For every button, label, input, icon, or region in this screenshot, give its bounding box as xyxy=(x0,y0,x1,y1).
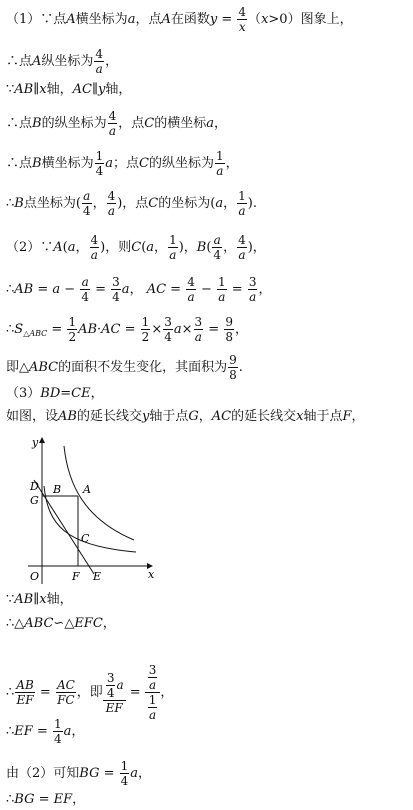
math-text: = xyxy=(90,282,111,297)
math-text: ( xyxy=(206,240,212,255)
math-text: a xyxy=(215,196,224,211)
math-text: 轴， xyxy=(105,82,132,97)
math-text: 1 xyxy=(120,759,129,773)
fraction xyxy=(228,354,238,381)
line-1 xyxy=(6,6,353,33)
math-text: AB xyxy=(14,82,34,97)
math-text: )， xyxy=(247,240,266,255)
math-text: = xyxy=(32,724,52,739)
math-text: 的延长线交 xyxy=(231,409,297,424)
line-2 xyxy=(6,48,118,75)
label-d: D xyxy=(30,480,39,493)
math-text: a xyxy=(194,330,202,344)
math-text: EF xyxy=(14,724,33,739)
math-text: ABC xyxy=(29,360,59,375)
text: >0）图象上， xyxy=(268,12,353,27)
math-text: 3 xyxy=(106,670,115,685)
fraction xyxy=(15,679,34,706)
math-text: a xyxy=(83,189,91,203)
var: A xyxy=(66,12,76,27)
math-text: 轴于点 xyxy=(149,409,189,424)
math-text: ， xyxy=(92,196,106,211)
label-a: A xyxy=(83,483,91,496)
math-text: a xyxy=(116,677,124,692)
math-text: 1 xyxy=(141,315,150,329)
math-text: a xyxy=(146,240,155,255)
math-text: C xyxy=(131,240,142,255)
math-text: − xyxy=(60,282,80,297)
math-text: a xyxy=(238,204,246,218)
math-text: a xyxy=(149,678,157,692)
label-x: x xyxy=(148,568,155,581)
fraction xyxy=(237,6,247,33)
math-text: x xyxy=(39,592,47,607)
math-text: ， xyxy=(129,282,147,297)
math-text: a xyxy=(173,322,182,337)
math-text: 3 xyxy=(194,315,203,329)
math-text: a xyxy=(81,275,89,289)
math-text: a xyxy=(187,290,195,304)
math-text: 横坐标为 xyxy=(41,156,94,171)
math-text: × xyxy=(181,322,193,337)
math-text: 4 xyxy=(107,189,116,203)
math-text: S xyxy=(14,322,24,337)
math-text: 1 xyxy=(218,275,226,289)
fraction xyxy=(82,190,92,217)
math-text: 1 xyxy=(95,149,104,163)
math-text: 点坐标为( xyxy=(23,196,81,211)
fraction xyxy=(108,110,118,137)
math-text: a xyxy=(249,290,257,304)
fraction xyxy=(120,760,130,787)
fraction xyxy=(53,718,63,745)
text: ，点 xyxy=(135,12,162,27)
math-text: 4 xyxy=(187,275,195,289)
math-text: a xyxy=(216,164,224,178)
math-text: 3 xyxy=(164,315,172,329)
math-text: BG xyxy=(79,766,100,781)
math-text: 8 xyxy=(229,368,237,382)
math-text: 1 xyxy=(68,315,77,329)
math-text: B xyxy=(196,240,207,255)
math-text: ∴点 xyxy=(6,156,33,171)
math-text: AC xyxy=(211,409,232,424)
line-16 xyxy=(6,718,84,745)
math-text: ∴ xyxy=(6,724,15,739)
nested-fraction xyxy=(103,672,126,714)
math-text: 4 xyxy=(108,109,117,123)
math-text: ， xyxy=(75,240,89,255)
math-text: 轴， xyxy=(46,82,73,97)
var: A xyxy=(161,12,171,27)
math-text: )， xyxy=(178,240,197,255)
math-text: ∴ xyxy=(6,322,15,337)
math-text: 9 xyxy=(229,353,237,367)
text: 在函数 xyxy=(170,12,210,27)
fraction xyxy=(168,234,178,261)
text: 纵坐标为 xyxy=(41,54,94,69)
math-text: a xyxy=(121,282,130,297)
math-text: （3） xyxy=(6,386,41,401)
math-text: F xyxy=(342,409,352,424)
math-text: EF xyxy=(53,792,73,807)
math-text: 的纵坐标为 xyxy=(41,116,107,131)
text: ∴点 xyxy=(6,54,33,69)
math-text: ). xyxy=(247,196,257,211)
nested-fraction xyxy=(145,664,161,721)
math-text: B xyxy=(14,196,24,211)
line-6 xyxy=(6,190,257,217)
math-text: ∴ xyxy=(6,282,15,297)
fraction xyxy=(237,190,247,217)
math-text: 8 xyxy=(225,330,233,344)
fraction xyxy=(194,316,204,343)
fraction xyxy=(94,48,104,75)
math-text: 1 xyxy=(238,189,246,203)
math-text: = xyxy=(120,322,140,337)
text: （ xyxy=(248,12,262,27)
math-text: 1 xyxy=(53,717,62,731)
math-text: ，点 xyxy=(118,116,145,131)
math-text: 9 xyxy=(225,315,233,329)
math-text: a xyxy=(218,290,226,304)
math-text: ，即 xyxy=(76,685,103,700)
math-text: 1 xyxy=(215,149,224,163)
fraction xyxy=(237,234,247,261)
coordinate-figure xyxy=(24,434,164,586)
math-text: a xyxy=(95,62,103,76)
math-text: ∴△ xyxy=(6,616,25,631)
math-text: a xyxy=(107,204,115,218)
math-text: 3 xyxy=(148,663,157,677)
math-text: x xyxy=(296,409,304,424)
math-text: B xyxy=(32,156,42,171)
fraction xyxy=(95,150,105,177)
math-text: = xyxy=(33,282,53,297)
math-text: AC xyxy=(56,678,75,692)
math-text: 4 xyxy=(120,774,129,788)
math-text: ∴点 xyxy=(6,116,33,131)
math-text: × xyxy=(151,322,163,337)
math-text: 4 xyxy=(238,5,247,19)
math-text: 3 xyxy=(112,275,120,289)
math-text: CE xyxy=(71,386,91,401)
math-text: x xyxy=(238,20,246,34)
math-text: 的横坐标 xyxy=(154,116,207,131)
math-text: AC xyxy=(72,82,92,97)
math-text: C xyxy=(139,156,149,171)
math-text: AB xyxy=(58,409,77,424)
math-text: a xyxy=(206,116,214,131)
math-text: EF xyxy=(105,700,123,715)
math-text: )，点 xyxy=(117,196,149,211)
label-f: F xyxy=(72,570,80,583)
math-text: a xyxy=(238,248,246,262)
math-text: = xyxy=(34,792,54,807)
math-text: a xyxy=(52,282,61,297)
fraction xyxy=(56,679,76,706)
line-14 xyxy=(6,616,116,632)
math-text: 4 xyxy=(95,47,104,61)
math-text: a xyxy=(213,233,221,247)
math-text: y xyxy=(97,82,106,97)
fraction xyxy=(107,190,117,217)
math-text: B xyxy=(32,116,42,131)
math-text: a xyxy=(90,248,98,262)
math-text: ∴ xyxy=(6,196,15,211)
math-text: a xyxy=(108,124,116,138)
curve-outer xyxy=(64,446,134,540)
math-text: 轴， xyxy=(46,592,73,607)
math-text: = xyxy=(227,282,247,297)
line-4 xyxy=(6,110,227,137)
text: = xyxy=(217,12,237,27)
label-g: G xyxy=(30,494,39,507)
label-e: E xyxy=(93,570,102,583)
math-text: = xyxy=(204,322,224,337)
var: A xyxy=(32,54,42,69)
math-text: G xyxy=(188,409,199,424)
math-text: ∵ xyxy=(6,592,15,607)
math-text: ， xyxy=(213,116,227,131)
fraction xyxy=(215,150,225,177)
label-c: C xyxy=(81,532,90,545)
math-text: a xyxy=(130,766,139,781)
fraction xyxy=(186,276,196,303)
math-text: ， xyxy=(234,322,248,337)
math-text: 4 xyxy=(53,732,62,746)
math-text: a xyxy=(67,240,76,255)
math-text: EF xyxy=(16,693,34,707)
line-12 xyxy=(6,409,365,425)
math-text: = xyxy=(47,322,67,337)
math-text: ， xyxy=(71,724,85,739)
line-18 xyxy=(6,792,85,808)
fraction xyxy=(248,276,258,303)
math-text: ( xyxy=(141,240,147,255)
math-text: 的坐标为( xyxy=(158,196,216,211)
line-8 xyxy=(6,276,272,303)
var: a xyxy=(127,12,136,27)
math-text: = xyxy=(99,766,119,781)
fraction xyxy=(212,234,222,261)
math-text: ∵ xyxy=(6,82,15,97)
math-text: ∴ xyxy=(6,792,15,807)
math-text: 由（2）可知 xyxy=(6,766,80,781)
math-text: 如图，设 xyxy=(6,409,59,424)
text: ， xyxy=(105,54,119,69)
math-text: ∥ xyxy=(33,592,40,607)
math-text: ， xyxy=(102,616,116,631)
math-text: 4 xyxy=(164,330,172,344)
math-text: 4 xyxy=(112,290,120,304)
math-text: BD xyxy=(40,386,61,401)
math-text: 1 xyxy=(148,693,157,707)
label-b: B xyxy=(53,483,62,496)
line-11 xyxy=(6,386,104,402)
math-text: ， xyxy=(223,196,237,211)
math-text: AC xyxy=(146,282,167,297)
line-9 xyxy=(6,316,248,343)
math-text: . xyxy=(238,360,243,375)
line-15 xyxy=(6,664,173,721)
line-3 xyxy=(6,82,131,98)
math-text: 2 xyxy=(141,330,150,344)
math-text: AB xyxy=(16,678,34,692)
math-text: 4 xyxy=(82,204,91,218)
math-text: 4 xyxy=(106,685,115,700)
line-17 xyxy=(6,760,151,787)
math-text: AB·AC xyxy=(78,322,121,337)
math-text: ， xyxy=(351,409,365,424)
math-text: 3 xyxy=(248,275,257,289)
math-text: FC xyxy=(57,693,75,707)
fraction xyxy=(163,316,173,343)
line-5 xyxy=(6,150,239,177)
text: 横坐标为 xyxy=(75,12,128,27)
math-text: 轴于点 xyxy=(303,409,343,424)
fraction xyxy=(141,316,151,343)
math-text: △ABC xyxy=(23,329,48,338)
math-text: ( xyxy=(62,240,68,255)
math-text: 1 xyxy=(169,233,177,247)
math-text: ， xyxy=(223,240,237,255)
line-10 xyxy=(6,354,243,381)
fraction xyxy=(67,316,77,343)
math-text: ∴ xyxy=(6,685,15,700)
math-text: ， xyxy=(72,792,86,807)
math-text: ∥ xyxy=(91,82,98,97)
math-text: C xyxy=(148,196,159,211)
math-text: = xyxy=(35,685,55,700)
label-y: y xyxy=(32,436,39,449)
math-text: a xyxy=(169,248,177,262)
math-text: ， xyxy=(160,685,174,700)
fraction xyxy=(80,276,90,303)
math-text: C xyxy=(144,116,155,131)
math-text: 4 xyxy=(238,233,246,247)
math-text: ；点 xyxy=(113,156,140,171)
math-text: 4 xyxy=(213,248,222,262)
math-text: EFC xyxy=(74,616,103,631)
math-text: ， xyxy=(90,386,104,401)
math-text: a xyxy=(105,156,113,171)
math-text: y xyxy=(141,409,150,424)
math-text: a xyxy=(149,708,157,722)
math-text: ， xyxy=(154,240,168,255)
fraction xyxy=(111,276,121,303)
math-text: 的纵坐标为 xyxy=(148,156,214,171)
math-text: 的延长线交 xyxy=(76,409,142,424)
math-text: − xyxy=(196,282,217,297)
math-text: A xyxy=(53,240,63,255)
fraction xyxy=(224,316,234,343)
math-text: 4 xyxy=(90,233,99,247)
math-text: )，则 xyxy=(100,240,132,255)
math-text: ∥ xyxy=(33,82,40,97)
math-text: = xyxy=(60,386,72,401)
math-text: AB xyxy=(14,282,34,297)
math-text: 4 xyxy=(95,164,104,178)
var: y xyxy=(209,12,218,27)
var: x xyxy=(261,12,269,27)
math-text: 即△ xyxy=(6,360,29,375)
label-o: O xyxy=(30,570,40,583)
math-text: 4 xyxy=(81,290,89,304)
fraction xyxy=(217,276,227,303)
math-text: （2）∵ xyxy=(6,240,54,255)
math-text: ∽△ xyxy=(53,616,75,631)
math-text: 的面积不发生变化，其面积为 xyxy=(58,360,228,375)
math-text: = xyxy=(125,685,145,700)
math-text: ， xyxy=(225,156,239,171)
math-text: ， xyxy=(198,409,212,424)
line-13 xyxy=(6,592,73,608)
fraction xyxy=(90,234,100,261)
text: （1）∵点 xyxy=(6,12,67,27)
math-text: a xyxy=(63,724,72,739)
line-7 xyxy=(6,234,266,261)
math-text: ， xyxy=(138,766,152,781)
math-text: BG xyxy=(14,792,35,807)
math-text: ， xyxy=(258,282,272,297)
math-text: = xyxy=(166,282,186,297)
math-text: ABC xyxy=(24,616,54,631)
math-text: AB xyxy=(14,592,34,607)
math-text: 2 xyxy=(68,330,77,344)
math-text: x xyxy=(39,82,47,97)
